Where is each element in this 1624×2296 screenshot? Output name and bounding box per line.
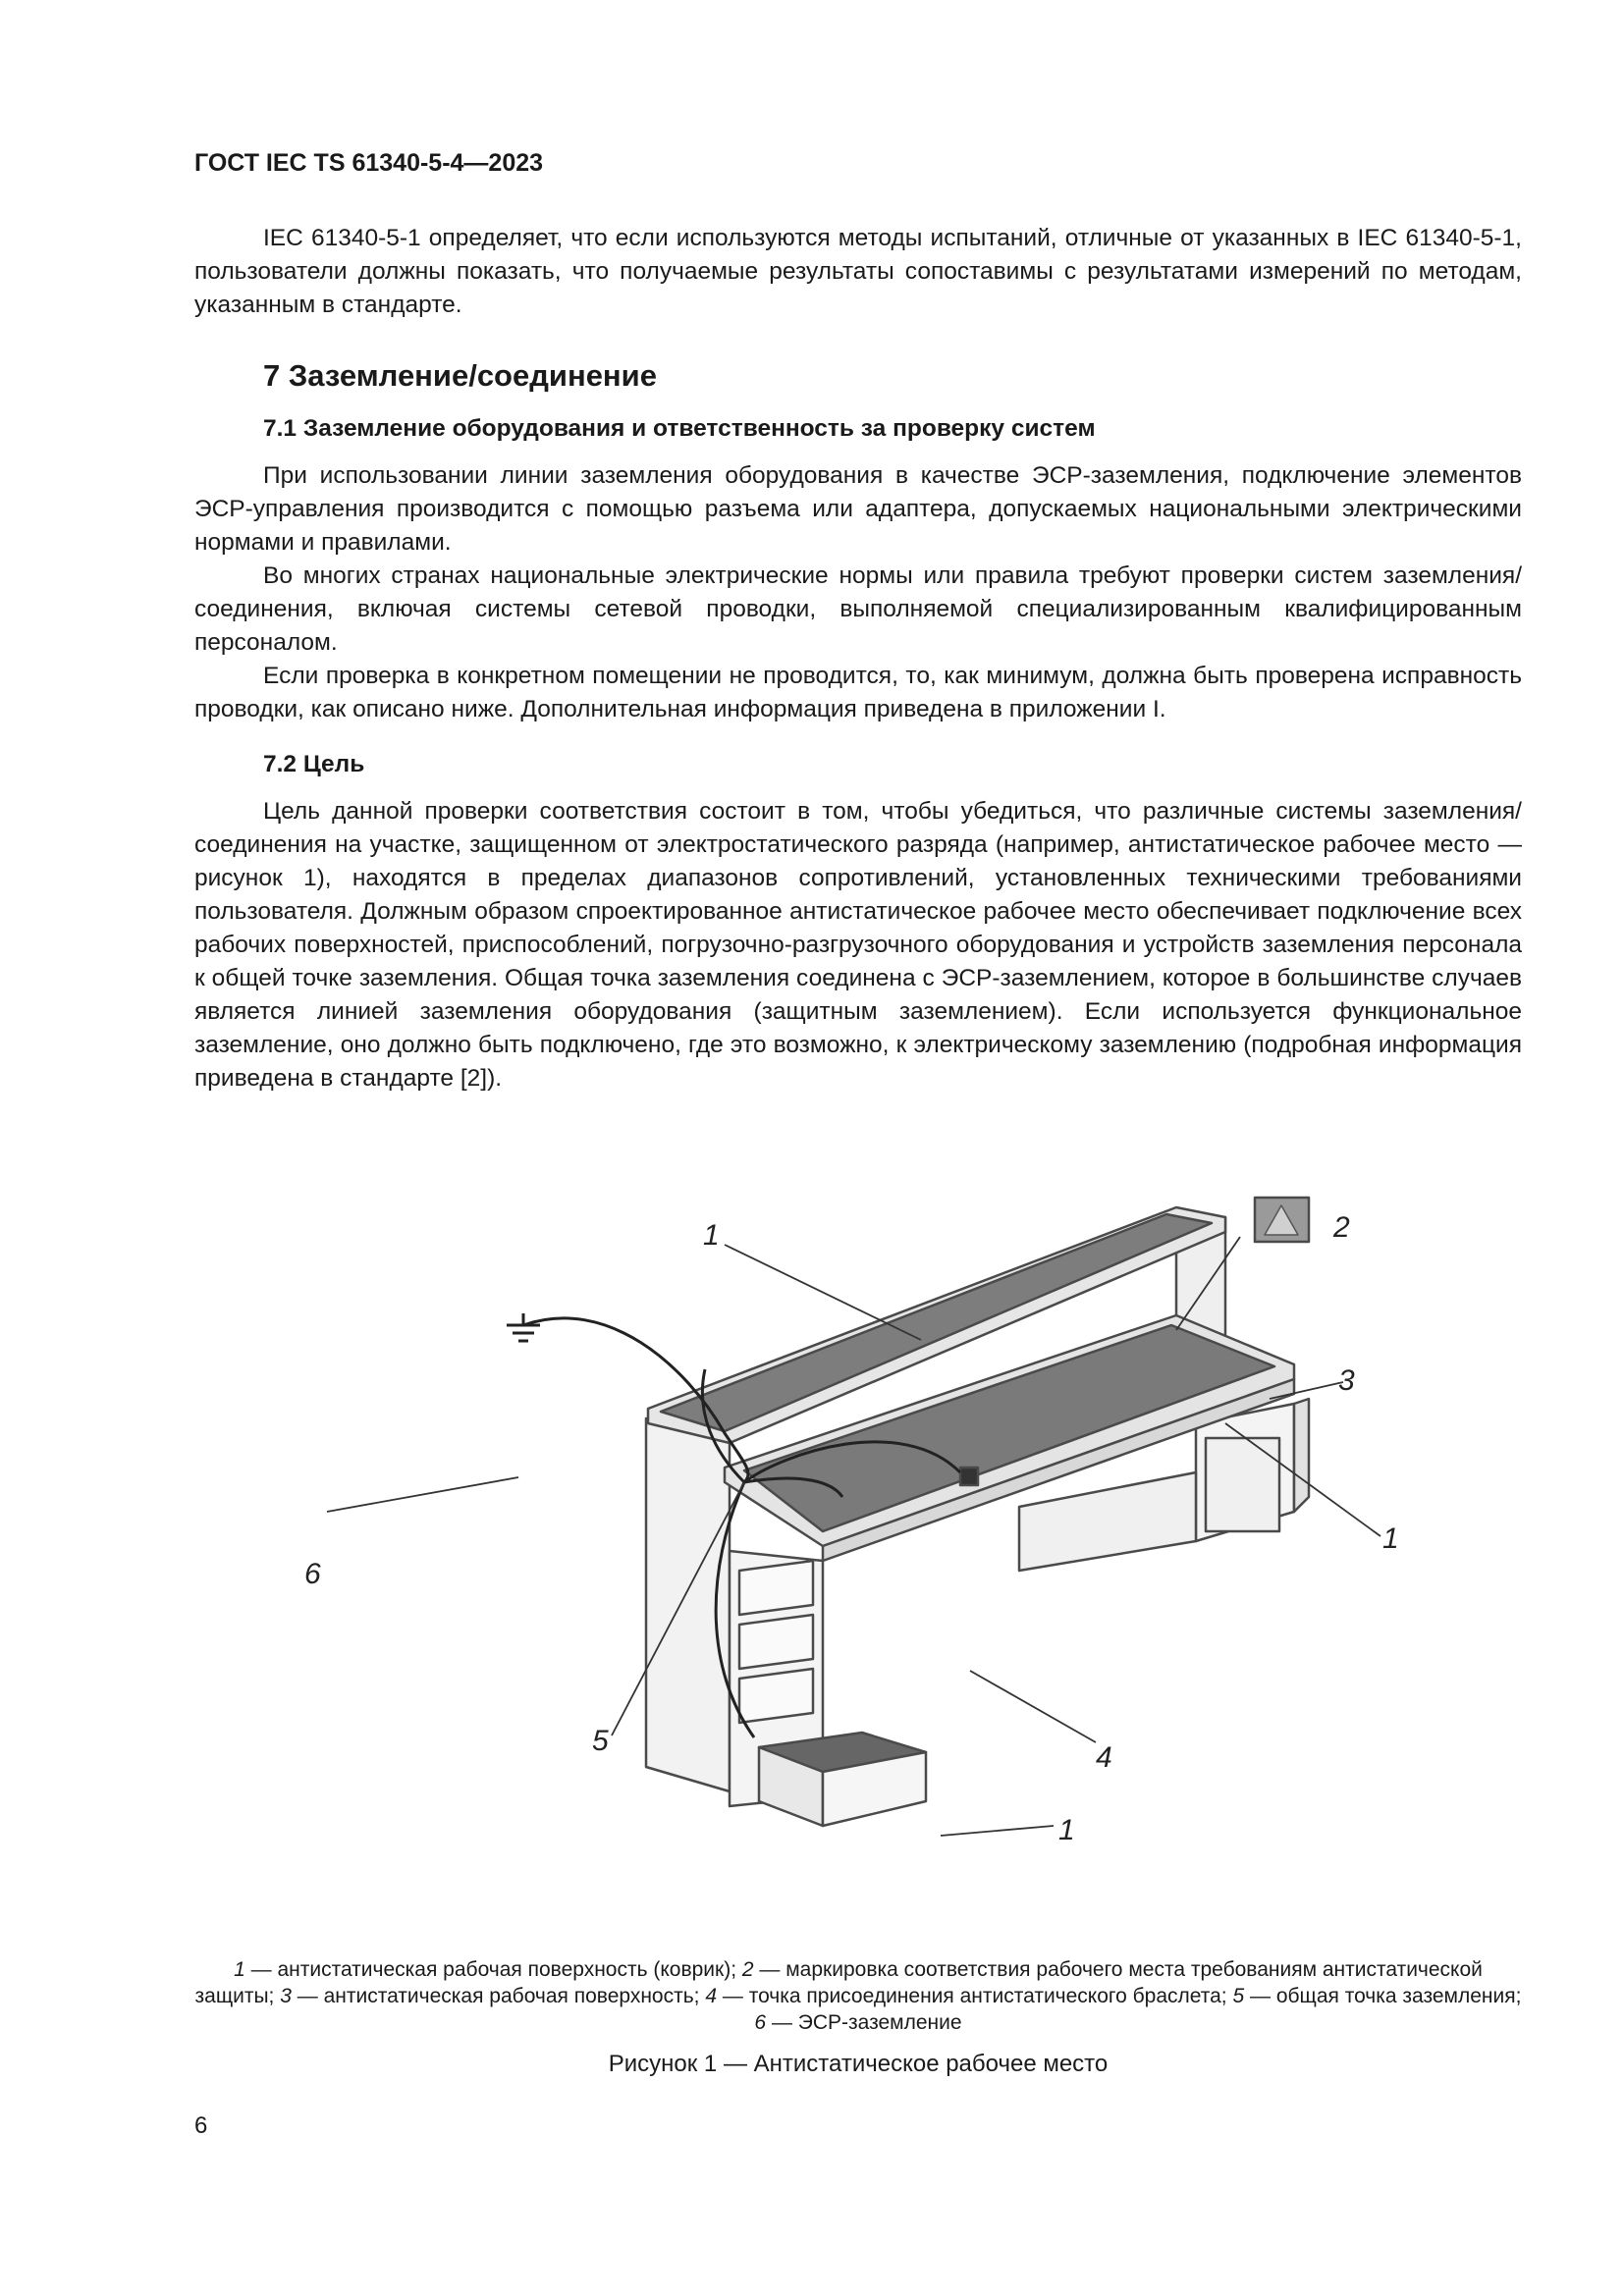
callout-1-drawer: 1: [1058, 1814, 1075, 1846]
callout-3-worktop: 3: [1338, 1364, 1355, 1397]
document-header: ГОСТ IEC TS 61340-5-4—2023: [194, 149, 544, 177]
callout-1-shelf: 1: [703, 1219, 720, 1252]
legend-num-3: 3: [280, 1985, 292, 2007]
callout-5-common-point: 5: [592, 1725, 609, 1757]
drawer-3: [739, 1669, 813, 1723]
legend-num-2: 2: [741, 1958, 754, 1981]
callout-2-sign: 2: [1333, 1211, 1350, 1244]
section-7-2-title: 7.2 Цель: [263, 751, 365, 777]
workstation-illustration: [194, 1158, 1522, 1944]
wrist-strap-point: [960, 1468, 978, 1485]
section-7-2-paragraph: Цель данной проверки соответствия состоит в том, чтобы убедиться, что различные системы заземления/соединения на участке, защищенном от электростатического разряда (например, антистатическое рабочее место — рисунок 1), находятся в пределах диапазонов сопротивлений, установленных техническими требованиями пользователя. Должным образом спроектированное антистатическое рабочее место обеспечивает подключение всех рабочих поверхностей, приспособлений, погрузочно-разгрузочного оборудования и устройств заземления персонала к общей точке заземления. Общая точка заземления соединена с ЭСР-заземлением, которое в большинстве случаев является линией заземления оборудования (защитным заземлением). Если используется функциональное заземление, оно должно быть подключено, где это возможно, к электрическому заземлению (подробная информация приведена в стандарте [2]).: [194, 798, 1522, 1092]
section-7-1-paragraph-3: Если проверка в конкретном помещении не проводится, то, как минимум, должна быть проверена исправность проводки, как описано ниже. Дополнительная информация приведена в приложении I.: [194, 663, 1522, 722]
right-pedestal-side: [1294, 1399, 1309, 1512]
section-7-1-paragraph-1: При использовании линии заземления оборудования в качестве ЭСР-заземления, подключение элементов ЭСР-управления производится с помощью разъема или адаптера, допускаемых национальными электрическими нормами и правилами.: [194, 462, 1522, 556]
legend-num-5: 5: [1232, 1985, 1245, 2007]
legend-num-1: 1: [234, 1958, 245, 1981]
legend-num-4: 4: [705, 1985, 718, 2007]
callout-4-wrist-point: 4: [1096, 1741, 1112, 1774]
figure-legend: [194, 1956, 1522, 2036]
page-content: [194, 222, 1522, 1095]
back-low-panel: [1019, 1472, 1196, 1571]
drawer-2: [739, 1615, 813, 1669]
legend-text-5: — общая точка заземления;: [1244, 1985, 1522, 2007]
figure-caption: Рисунок 1 — Антистатическое рабочее место: [608, 2051, 1109, 2077]
right-pedestal-door: [1206, 1438, 1279, 1531]
legend-text-3: — антистатическая рабочая поверхность;: [291, 1985, 706, 2007]
section-7-1-paragraph-2: Во многих странах национальные электрические нормы или правила требуют проверки систем заземления/соединения, включая системы сетевой проводки, выполняемой специализированным квалифицированным персоналом.: [194, 562, 1522, 656]
drawer-1: [739, 1561, 813, 1615]
section-7-title: 7 Заземление/соединение: [263, 358, 657, 393]
legend-text-6: — ЭСР-заземление: [766, 2011, 962, 2034]
ground-symbol: [507, 1313, 540, 1341]
legend-text-4: — точка присоединения антистатического браслета;: [717, 1985, 1233, 2007]
figure-esd-workstation: [194, 1158, 1522, 1944]
intro-paragraph: IEC 61340-5-1 определяет, что если используются методы испытаний, отличные от указанных в IEC 61340-5-1, пользователи должны показать, что получаемые результаты сопоставимы с результатами измерений по методам, указанным в стандарте.: [194, 225, 1522, 318]
legend-num-6: 6: [754, 2011, 767, 2034]
section-7-1-title: 7.1 Заземление оборудования и ответственность за проверку систем: [263, 415, 1096, 442]
page-number: 6: [194, 2112, 208, 2139]
callout-6-ground: 6: [304, 1558, 321, 1590]
legend-text-1: — антистатическая рабочая поверхность (коврик);: [244, 1958, 742, 1981]
legend-text-2: — маркировка соответствия рабочего места требованиям антистатической защиты;: [194, 1958, 1483, 2007]
callout-1-worktop: 1: [1382, 1522, 1399, 1555]
